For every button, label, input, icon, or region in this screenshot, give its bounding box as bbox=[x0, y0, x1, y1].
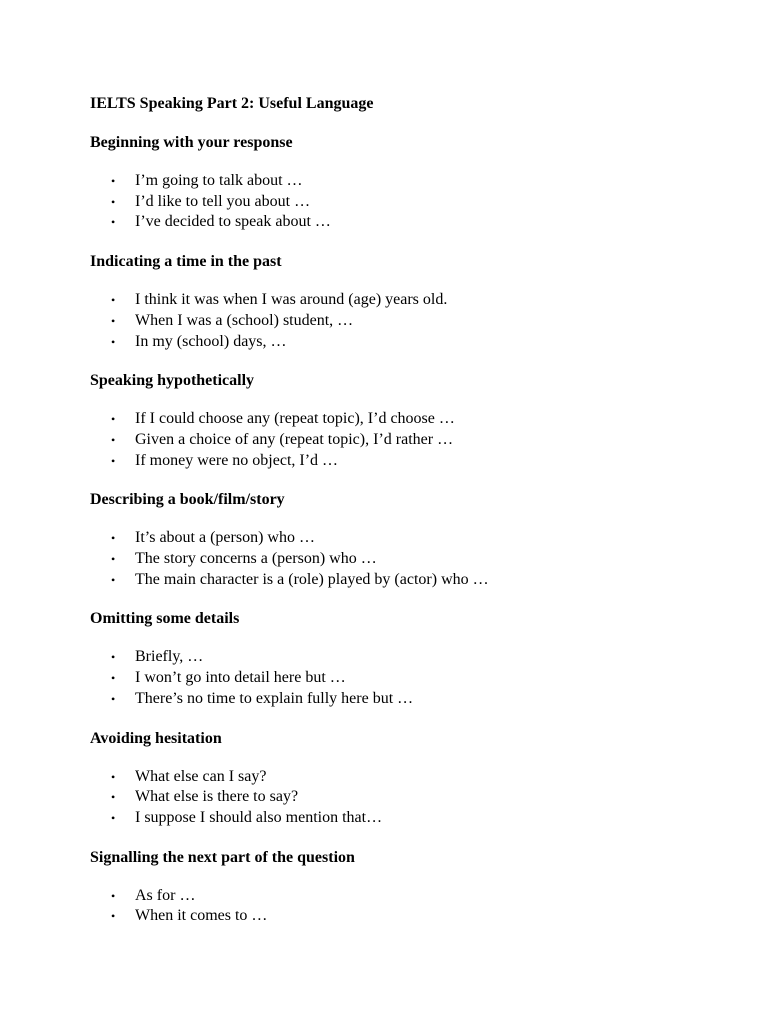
list-item-text: If money were no object, I’d … bbox=[135, 451, 339, 469]
bullet-icon: • bbox=[111, 552, 116, 567]
section-avoiding-hesitation bbox=[90, 728, 730, 829]
list-item-text: I suppose I should also mention that… bbox=[135, 808, 383, 826]
list-item-text: What else can I say? bbox=[135, 767, 267, 785]
list-item bbox=[90, 311, 730, 332]
list-item-text: The main character is a (role) played by (actor) who … bbox=[135, 570, 489, 588]
list-item-text: I won’t go into detail here but … bbox=[135, 669, 346, 687]
document-title: IELTS Speaking Part 2: Useful Language bbox=[90, 95, 374, 112]
bullet-icon: • bbox=[111, 671, 116, 686]
bullet-icon: • bbox=[111, 194, 116, 209]
bullet-list bbox=[90, 647, 730, 709]
bullet-icon: • bbox=[111, 888, 116, 903]
bullet-list bbox=[90, 409, 730, 471]
list-item bbox=[90, 528, 730, 549]
list-item bbox=[90, 451, 730, 472]
bullet-icon: • bbox=[111, 572, 116, 587]
section-speaking-hypothetically bbox=[90, 370, 730, 471]
bullet-list bbox=[90, 290, 730, 352]
list-item bbox=[90, 787, 730, 808]
bullet-icon: • bbox=[111, 313, 116, 328]
section-heading: Indicating a time in the past bbox=[90, 253, 282, 271]
list-item-text: Given a choice of any (repeat topic), I’d rather … bbox=[135, 430, 454, 448]
list-item bbox=[90, 886, 730, 907]
section-time-in-past bbox=[90, 251, 730, 352]
bullet-icon: • bbox=[111, 769, 116, 784]
section-heading: Beginning with your response bbox=[90, 134, 293, 151]
list-item bbox=[90, 430, 730, 451]
bullet-icon: • bbox=[111, 531, 116, 546]
list-item bbox=[90, 212, 730, 233]
list-item bbox=[90, 647, 730, 668]
bullet-icon: • bbox=[111, 790, 116, 805]
section-heading: Signalling the next part of the question bbox=[90, 848, 355, 866]
bullet-icon: • bbox=[111, 810, 116, 825]
list-item-text: As for … bbox=[135, 886, 196, 904]
list-item bbox=[90, 668, 730, 689]
bullet-icon: • bbox=[111, 909, 116, 924]
bullet-list bbox=[90, 171, 730, 233]
bullet-icon: • bbox=[111, 453, 116, 468]
list-item-text: I’d like to tell you about … bbox=[135, 192, 311, 210]
list-item-text: I’ve decided to speak about … bbox=[135, 213, 331, 231]
bullet-icon: • bbox=[111, 691, 116, 706]
list-item-text: I think it was when I was around (age) years old. bbox=[135, 291, 448, 309]
list-item-text: In my (school) days, … bbox=[135, 332, 287, 350]
section-describing-book bbox=[90, 489, 730, 590]
list-item bbox=[90, 192, 730, 213]
list-item bbox=[90, 290, 730, 311]
section-signalling-next-part bbox=[90, 847, 730, 927]
list-item bbox=[90, 409, 730, 430]
list-item bbox=[90, 808, 730, 829]
bullet-list bbox=[90, 528, 730, 590]
section-omitting-details bbox=[90, 608, 730, 709]
bullet-list bbox=[90, 767, 730, 829]
list-item bbox=[90, 570, 730, 591]
bullet-icon: • bbox=[111, 432, 116, 447]
list-item bbox=[90, 689, 730, 710]
list-item-text: There’s no time to explain fully here but … bbox=[135, 689, 414, 707]
section-heading: Avoiding hesitation bbox=[90, 729, 222, 747]
bullet-icon: • bbox=[111, 174, 116, 188]
list-item-text: I’m going to talk about … bbox=[135, 172, 303, 189]
list-item bbox=[90, 332, 730, 353]
section-beginning-response bbox=[90, 132, 730, 233]
list-item bbox=[90, 906, 730, 927]
section-heading: Speaking hypothetically bbox=[90, 372, 255, 390]
list-item-text: It’s about a (person) who … bbox=[135, 529, 315, 547]
list-item-text: Briefly, … bbox=[135, 648, 204, 666]
list-item bbox=[90, 549, 730, 570]
bullet-list bbox=[90, 886, 730, 927]
list-item-text: The story concerns a (person) who … bbox=[135, 550, 377, 568]
bullet-icon: • bbox=[111, 293, 116, 308]
list-item-text: What else is there to say? bbox=[135, 788, 299, 806]
bullet-icon: • bbox=[111, 650, 116, 665]
section-heading: Describing a book/film/story bbox=[90, 491, 285, 509]
bullet-icon: • bbox=[111, 334, 116, 349]
section-heading: Omitting some details bbox=[90, 610, 240, 628]
list-item-text: If I could choose any (repeat topic), I’d choose … bbox=[135, 410, 455, 428]
list-item-text: When I was a (school) student, … bbox=[135, 311, 354, 329]
document-page bbox=[90, 93, 730, 945]
bullet-icon: • bbox=[111, 412, 116, 427]
bullet-icon: • bbox=[111, 215, 116, 230]
list-item-text: When it comes to … bbox=[135, 907, 268, 925]
list-item bbox=[90, 171, 730, 192]
list-item bbox=[90, 767, 730, 788]
